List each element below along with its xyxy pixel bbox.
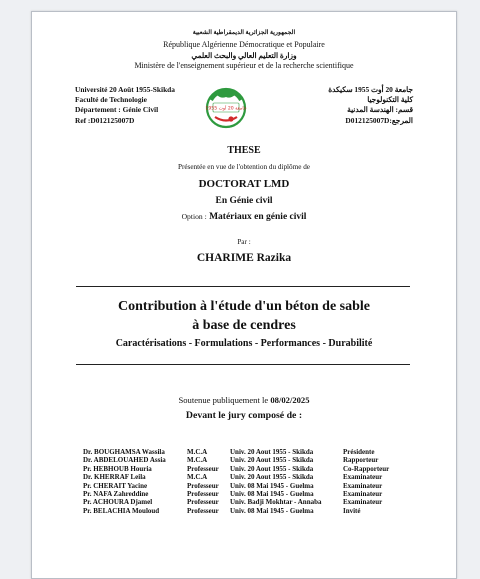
jury-row xyxy=(83,448,389,456)
faculty-name-ar: كلية التكنولوجيا xyxy=(367,95,413,105)
jury-row xyxy=(83,465,389,473)
defense-text: Soutenue publiquement le xyxy=(178,395,269,405)
jury-member-institution: Univ. 20 Aout 1955 - Skikda xyxy=(230,456,314,465)
jury-member-grade: M.C.A xyxy=(187,448,208,456)
jury-member-grade: Professeur xyxy=(187,506,219,515)
thesis-subtitle: Caractérisations - Formulations - Performances - Durabilité xyxy=(115,338,373,349)
arabic-republic-header: الجمهورية الجزائرية الديمقراطية الشعبية xyxy=(192,29,296,36)
jury-table-body xyxy=(83,448,389,515)
thesis-title-line2: à base de cendres xyxy=(192,318,296,333)
institution-block-fr xyxy=(75,85,175,126)
jury-member-role: Examinateur xyxy=(343,490,383,499)
jury-member-name: Pr. ACHOURA Djamel xyxy=(83,498,153,507)
jury-member-institution: Univ. 20 Aout 1955 - Skikda xyxy=(230,464,314,473)
jury-row xyxy=(83,498,389,506)
jury-member-institution: Univ. 20 Aout 1955 - Skikda xyxy=(230,448,314,456)
by-label: Par : xyxy=(237,238,251,246)
jury-member-name: Pr. BELACHIA Mouloud xyxy=(83,506,160,515)
french-republic-header: République Algérienne Démocratique et Populaire xyxy=(163,40,325,49)
jury-row xyxy=(83,490,389,498)
author-name: CHARIME Razika xyxy=(196,252,292,264)
field-title: En Génie civil xyxy=(215,196,273,206)
presented-for-text: Présentée en vue de l'obtention du diplôme de xyxy=(177,163,311,171)
faculty-name-fr: Faculté de Technologie xyxy=(75,95,147,105)
jury-member-institution: Univ. 08 Mai 1945 - Guelma xyxy=(230,481,314,490)
jury-row xyxy=(83,473,389,481)
jury-member-name: Dr. ABDELOUAHED Assia xyxy=(83,456,166,465)
divider-bottom xyxy=(76,364,410,365)
jury-member-name: Pr. NAFA Zahreddine xyxy=(83,490,149,499)
thesis-type: THESE xyxy=(227,145,261,156)
department-fr: Département : Génie Civil xyxy=(75,105,159,115)
jury-member-grade: Professeur xyxy=(187,464,219,473)
department-name-ar: قسم: الهندسة المدنية xyxy=(347,105,413,115)
university-name-fr: Université 20 Août 1955-Skikda xyxy=(75,85,175,94)
jury-table xyxy=(83,448,389,515)
jury-member-name: Dr. BOUGHAMSA Wassila xyxy=(83,448,165,456)
jury-member-institution: Univ. Badji Mokhtar - Annaba xyxy=(230,498,322,507)
jury-member-role: Co-Rapporteur xyxy=(343,464,390,473)
option-line xyxy=(32,212,456,222)
option-value: Matériaux en génie civil xyxy=(209,212,307,222)
jury-member-grade: Professeur xyxy=(187,498,219,507)
university-name-ar: جامعة 20 أوت 1955 سكيكدة xyxy=(328,85,413,94)
defense-date: 08/02/2025 xyxy=(270,395,310,405)
jury-member-role: Invité xyxy=(343,506,361,515)
department-name-fr xyxy=(75,105,175,115)
degree-title: DOCTORAT LMD xyxy=(198,178,290,190)
jury-heading: Devant le jury composé de : xyxy=(185,410,303,421)
jury-member-name: Pr. HEBHOUB Houria xyxy=(83,464,152,473)
jury-member-role: Examinateur xyxy=(343,498,383,507)
logo-text: جامعة 20 أوت 1955 xyxy=(205,106,247,112)
french-ministry-header: Ministère de l'enseignement supérieur et de la recherche scientifique xyxy=(134,61,354,70)
jury-row xyxy=(83,507,389,515)
jury-member-name: Dr. KHERRAF Leila xyxy=(83,473,146,482)
defense-line xyxy=(32,395,456,405)
jury-member-grade: M.C.A xyxy=(187,473,208,482)
reference-fr: Ref :D012125007D xyxy=(75,115,135,125)
jury-row xyxy=(83,482,389,490)
jury-member-role: Présidente xyxy=(343,448,375,456)
jury-member-institution: Univ. 08 Mai 1945 - Guelma xyxy=(230,506,314,515)
arabic-ministry-header: وزارة التعليم العالي والبحث العلمي xyxy=(191,51,297,60)
option-label: Option : xyxy=(181,212,207,221)
jury-member-role: Examinateur xyxy=(343,473,383,482)
university-logo xyxy=(203,86,249,130)
jury-member-name: Pr. CHERAIT Yacine xyxy=(83,481,148,490)
reference-ar: D012125007D:المرجع xyxy=(345,115,413,125)
divider-top xyxy=(76,286,410,287)
jury-member-grade: Professeur xyxy=(187,481,219,490)
jury-member-grade: Professeur xyxy=(187,490,219,499)
document-page xyxy=(31,11,457,579)
jury-member-institution: Univ. 20 Aout 1955 - Skikda xyxy=(230,473,314,482)
institution-block-ar xyxy=(298,85,413,126)
jury-member-role: Rapporteur xyxy=(343,456,379,465)
jury-member-grade: M.C.A xyxy=(187,456,208,465)
jury-row xyxy=(83,456,389,464)
jury-member-institution: Univ. 08 Mai 1945 - Guelma xyxy=(230,490,314,499)
thesis-title-line1: Contribution à l'étude d'un béton de sable xyxy=(117,299,371,314)
jury-member-role: Examinateur xyxy=(343,481,383,490)
